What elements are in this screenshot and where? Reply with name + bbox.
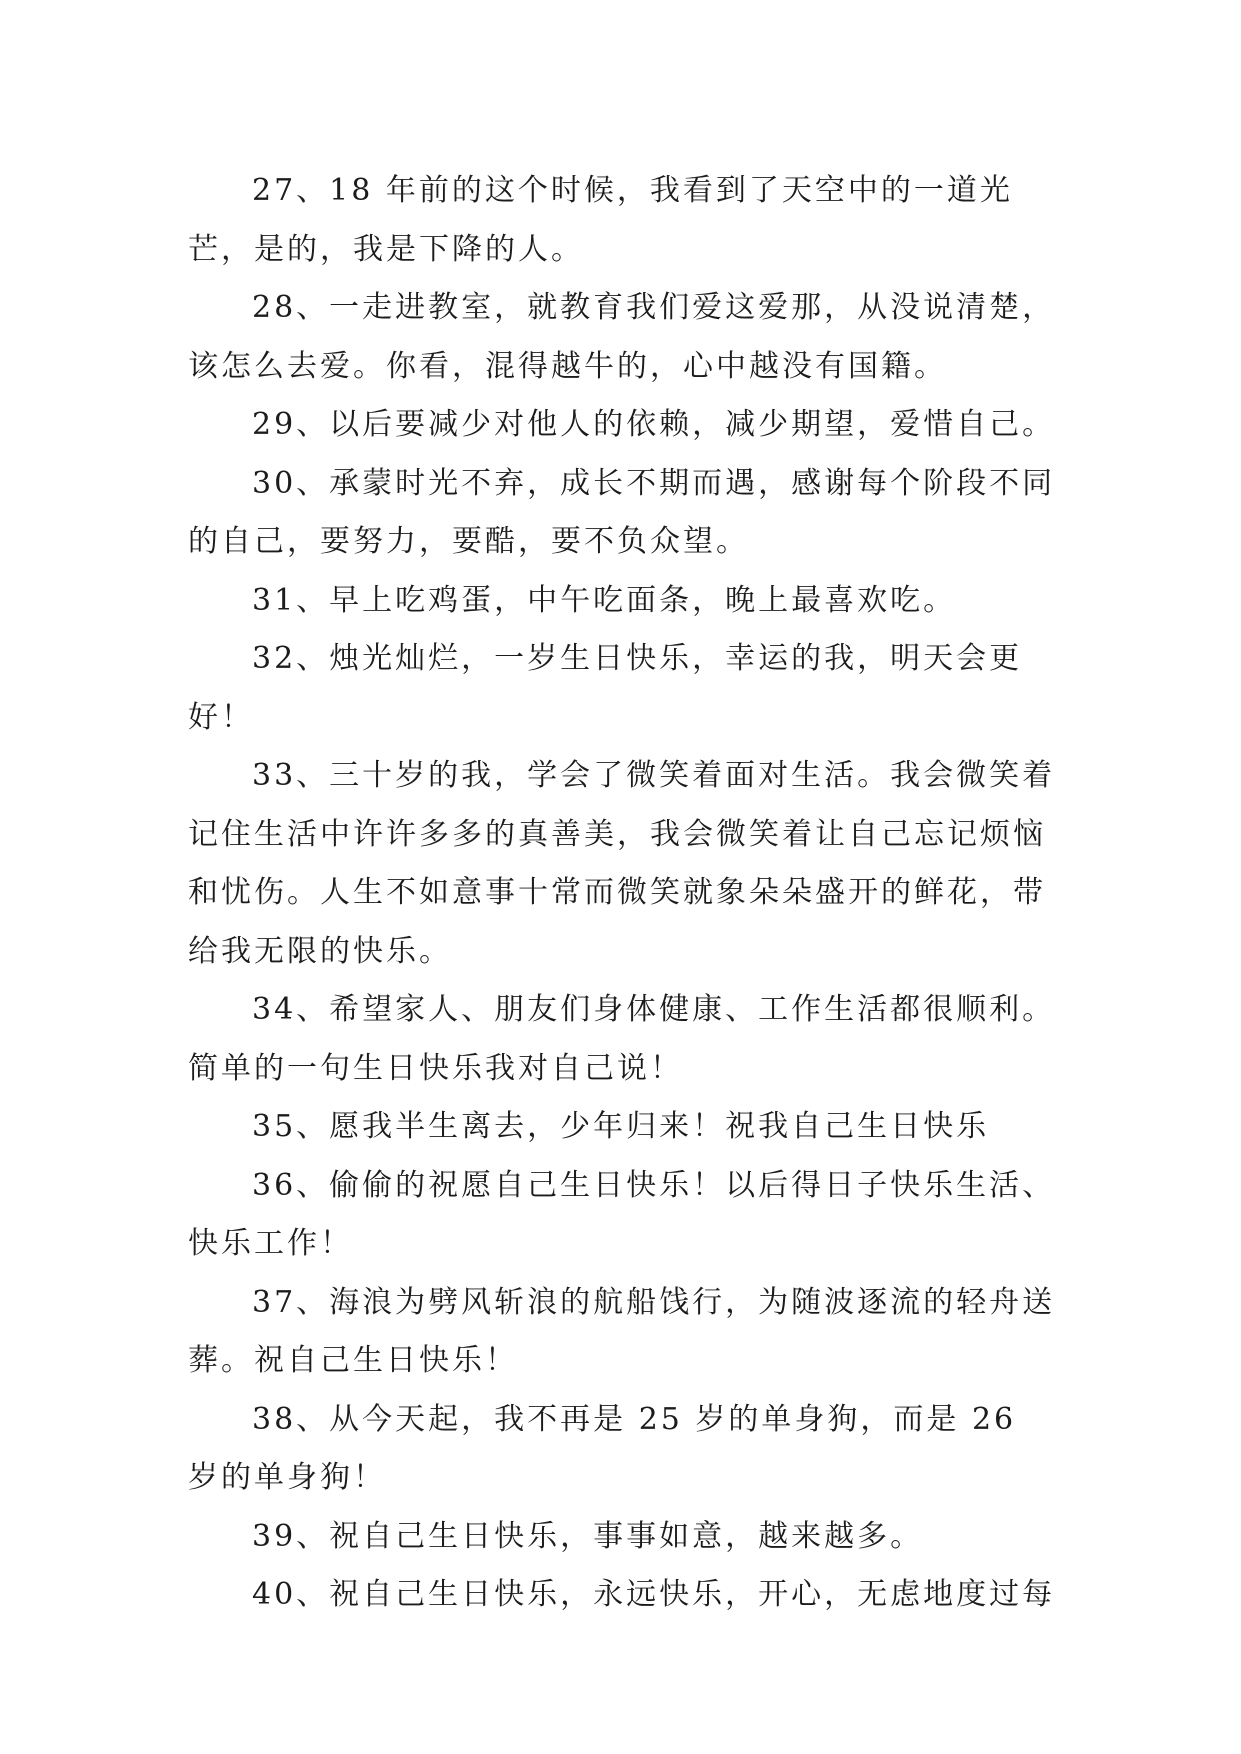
paragraph-31: 31、早上吃鸡蛋，中午吃面条，晚上最喜欢吃。: [252, 582, 957, 618]
paragraph-34: 34、希望家人、朋友们身体健康、工作生活都很顺利。简单的一句生日快乐我对自己说！: [188, 992, 1056, 1086]
paragraph-30: 30、承蒙时光不弃，成长不期而遇，感谢每个阶段不同的自己，要努力，要酷，要不负众望。: [188, 465, 1056, 559]
paragraph-28: 28、一走进教室，就教育我们爱这爱那，从没说清楚，该怎么去爱。你看，混得越牛的，心中越没有国籍。: [188, 290, 1056, 384]
paragraph-27: 27、18 年前的这个时候，我看到了天空中的一道光芒，是的，我是下降的人。: [188, 173, 1013, 267]
paragraph-29: 29、以后要减少对他人的依赖，减少期望，爱惜自己。: [252, 407, 1056, 442]
paragraph-33: 33、三十岁的我，学会了微笑着面对生活。我会微笑着记住生活中许许多多的真善美，我会微笑着让自己忘记烦恼和忧伤。人生不如意事十常而微笑就象朵朵盛开的鲜花，带给我无限的快乐。: [188, 758, 1056, 969]
paragraph-39: 39、祝自己生日快乐，事事如意，越来越多。: [252, 1518, 924, 1554]
paragraph-32: 32、烛光灿烂，一岁生日快乐，幸运的我，明天会更好！: [188, 641, 1023, 735]
document-body: [188, 162, 1056, 1625]
paragraph-35: 35、愿我半生离去，少年归来！祝我自己生日快乐: [252, 1109, 990, 1144]
paragraph-38: 38、从今天起，我不再是 25 岁的单身狗，而是 26 岁的单身狗！: [188, 1401, 1017, 1495]
paragraph-40: 40、祝自己生日快乐，永远快乐，开心，无虑地度过每: [252, 1577, 1056, 1612]
paragraph-37: 37、海浪为劈风斩浪的航船饯行，为随波逐流的轻舟送葬。祝自己生日快乐！: [188, 1284, 1056, 1378]
paragraph-36: 36、偷偷的祝愿自己生日快乐！以后得日子快乐生活、快乐工作！: [188, 1167, 1056, 1261]
